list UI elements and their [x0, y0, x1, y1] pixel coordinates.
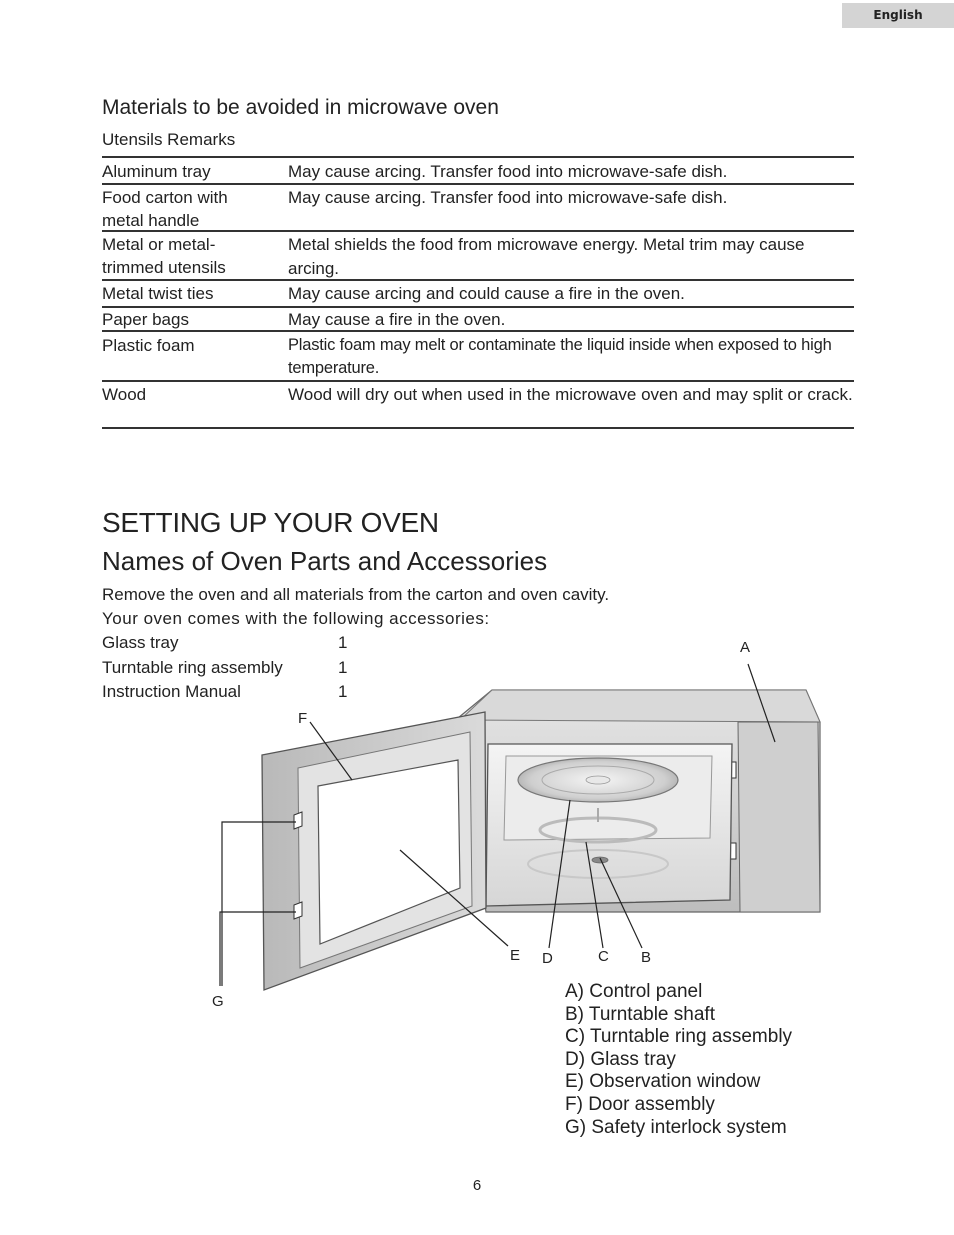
utensil-cell: Aluminum tray [102, 162, 211, 181]
materials-columns-caption: Utensils Remarks [102, 130, 236, 149]
remark-cell: May cause arcing. Transfer food into microwave-safe dish. [288, 162, 728, 181]
section-title: SETTING UP YOUR OVEN [102, 507, 439, 538]
callout-b: B [641, 949, 652, 966]
callout-d: D [542, 950, 553, 967]
control-panel [738, 722, 820, 912]
section-subtitle: Names of Oven Parts and Accessories [102, 546, 548, 576]
callout-f: F [298, 710, 308, 727]
glass-tray-icon [518, 758, 678, 802]
door-latch-icon [294, 812, 302, 829]
legend-item: E) Observation window [565, 1071, 761, 1093]
language-tab: English [842, 3, 954, 28]
utensil-cell: Metal or metal-trimmed utensils [102, 235, 226, 277]
legend-item: B) Turntable shaft [565, 1003, 715, 1025]
legend-item: D) Glass tray [565, 1048, 676, 1070]
turntable-shaft-icon [592, 857, 608, 863]
utensil-cell: Wood [102, 385, 147, 404]
utensil-cell: Metal twist ties [102, 284, 214, 303]
setup-intro-2: Your oven comes with the following accessories: [102, 609, 490, 628]
remark-cell: May cause arcing. Transfer food into microwave-safe dish. [288, 188, 728, 207]
remark-cell: Plastic foam may melt or contaminate the liquid inside when exposed to high temperature. [288, 336, 832, 377]
callout-c: C [598, 948, 609, 965]
accessory-qty: 1 [338, 658, 348, 677]
utensil-cell: Plastic foam [102, 336, 195, 355]
callout-g: G [212, 993, 224, 1010]
accessory-qty: 1 [338, 682, 348, 701]
accessory-qty: 1 [338, 633, 348, 652]
utensil-cell: Food carton with metal handle [102, 188, 228, 230]
accessory-name: Glass tray [102, 633, 179, 652]
callout-e: E [510, 947, 521, 964]
remark-cell: Metal shields the food from microwave energy. Metal trim may cause arcing. [288, 235, 805, 278]
remark-cell: May cause a fire in the oven. [288, 310, 506, 329]
accessory-name: Instruction Manual [102, 682, 241, 701]
utensil-cell: Paper bags [102, 310, 189, 329]
legend-item: G) Safety interlock system [565, 1116, 787, 1138]
legend-item: F) Door assembly [565, 1093, 715, 1115]
page-number: 6 [472, 1177, 482, 1194]
callout-a: A [740, 639, 751, 656]
setup-intro-1: Remove the oven and all materials from the carton and oven cavity. [102, 585, 610, 604]
materials-title: Materials to be avoided in microwave oven [102, 96, 499, 119]
remark-cell: Wood will dry out when used in the microwave oven and may split or crack. [288, 385, 853, 404]
legend-item: C) Turntable ring assembly [565, 1026, 793, 1048]
remark-cell: May cause arcing and could cause a fire in the oven. [288, 284, 685, 303]
door-latch-icon [294, 902, 302, 919]
parts-legend [565, 981, 792, 1139]
legend-item: A) Control panel [565, 981, 703, 1002]
accessory-name: Turntable ring assembly [102, 658, 283, 677]
